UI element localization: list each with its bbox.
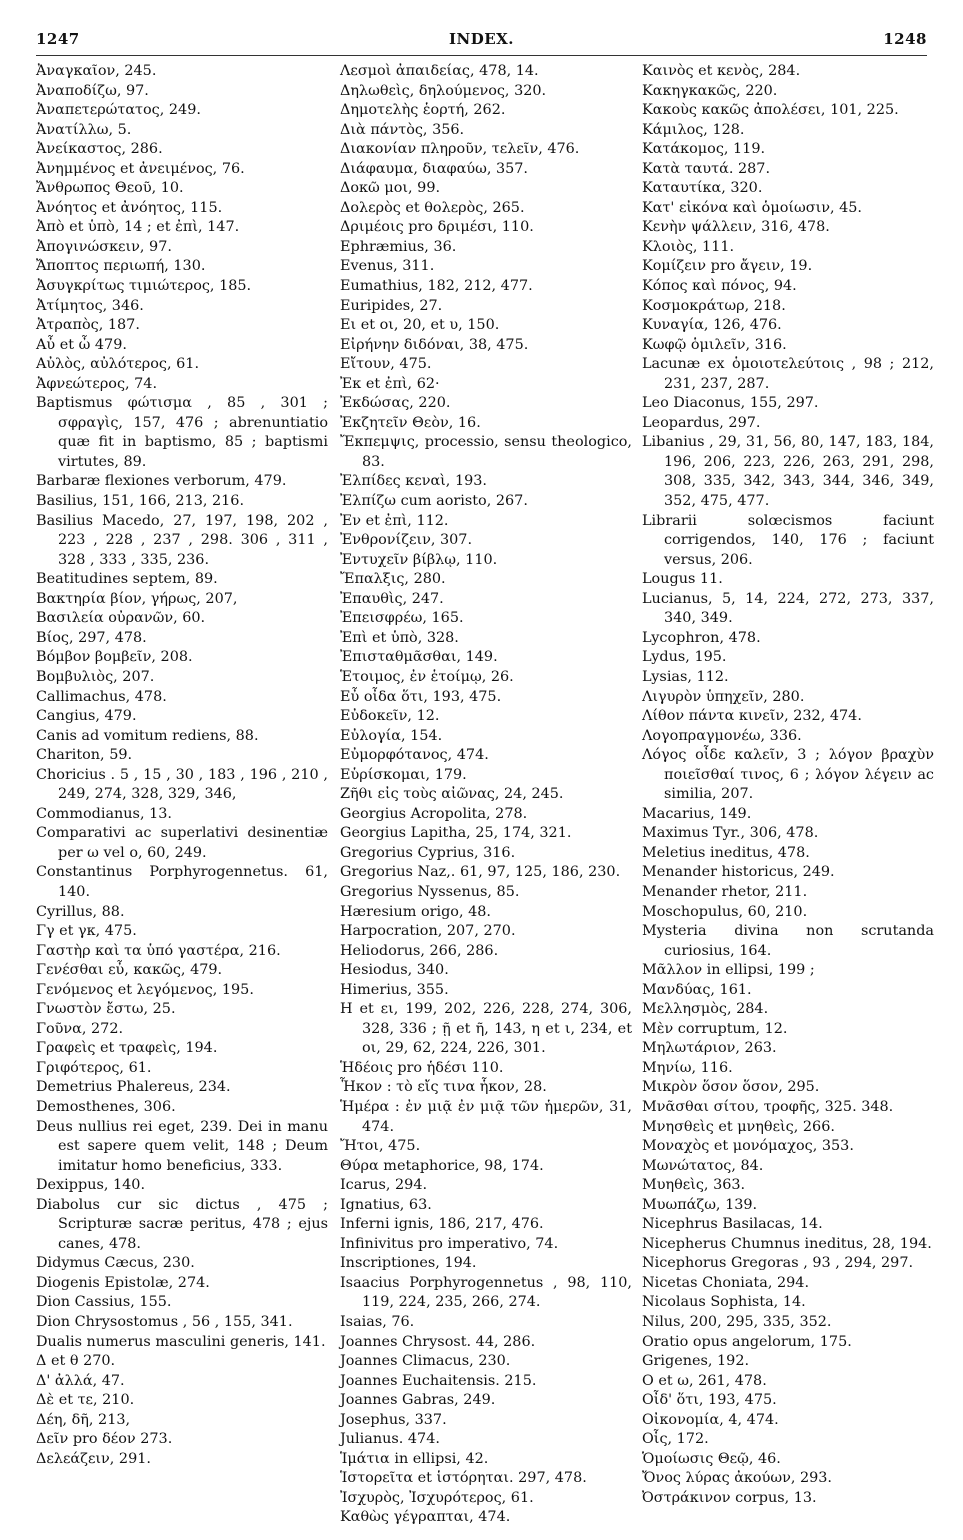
index-entry: Δέη, δῆ, 213, xyxy=(36,1411,131,1428)
index-entry: Ἱμάτια in ellipsi, 42. xyxy=(340,1450,489,1467)
index-entry: Διακονίαν πληροῦν, τελεῖν, 476. xyxy=(340,141,580,158)
index-entry: Deus nullius rei eget, 239. Dei in manu est sapere quem velit, 148 ; Deum imitatur homo beneficius, 333. xyxy=(36,1118,328,1174)
index-entry: Ἀνείκαστος, 286. xyxy=(36,141,163,158)
index-entry: Καταυτίκα, 320. xyxy=(642,180,763,197)
index-entry: Δημοτελὴς ἑορτή, 262. xyxy=(340,102,506,119)
index-column-right xyxy=(642,62,934,1508)
index-entry: Ἡδέοις pro ἡδέσι 110. xyxy=(340,1059,504,1076)
index-entry: Leo Diaconus, 155, 297. xyxy=(642,395,819,412)
index-entry: Grigenes, 192. xyxy=(642,1353,750,1370)
index-entry: Hesiodus, 340. xyxy=(340,962,449,979)
index-entry: Δὲ et τε, 210. xyxy=(36,1392,135,1409)
index-entry: Demosthenes, 306. xyxy=(36,1098,176,1115)
index-entry: Dion Cassius, 155. xyxy=(36,1294,172,1311)
index-entry: Maximus Tyr., 306, 478. xyxy=(642,825,819,842)
index-entry: Baptismus φώτισμα , 85 , 301 ; σφραγὶς, 157, 476 ; abrenuntiatio quæ fit in baptismo, 85 ; baptismi virtutes, 89. xyxy=(36,395,328,470)
index-entry: Ἐλπίδες κεναὶ, 193. xyxy=(340,473,487,490)
index-entry: Nicephrus Basilacas, 14. xyxy=(642,1216,823,1233)
index-entry: Ἡμέρα : ἐν μιᾷ ἐν μιᾷ τῶν ἡμερῶν, 31, 474. xyxy=(340,1098,632,1135)
index-entry: Μικρὸν ὅσον ὅσον, 295. xyxy=(642,1079,820,1096)
index-entry: Ἧκον : τὸ εἴς τινα ἧκον, 28. xyxy=(340,1079,547,1096)
index-entry: Macarius, 149. xyxy=(642,805,752,822)
index-entry: Λεσμοὶ ἀπαιδείας, 478, 14. xyxy=(340,63,539,79)
index-entry: Διάφαυμα, διαφαύω, 357. xyxy=(340,160,529,177)
index-entry: Γοῦνα, 272. xyxy=(36,1020,124,1037)
index-entry: Ἱστορεῖτα et ἱστόρηται. 297, 478. xyxy=(340,1470,587,1487)
index-entry: Εἰρήνην διδόναι, 38, 475. xyxy=(340,336,529,353)
index-entry: Λιγυρὸν ὑπηχεῖν, 280. xyxy=(642,688,805,705)
index-entry: Ει et οι, 20, et υ, 150. xyxy=(340,317,500,334)
index-entry: Ἤτοι, 475. xyxy=(340,1138,421,1155)
index-entry: Ἀπὸ et ὑπὸ, 14 ; et ἐπὶ, 147. xyxy=(36,219,240,236)
index-entry: Nilus, 200, 295, 335, 352. xyxy=(642,1314,832,1330)
index-entry: Diogenis Epistolæ, 274. xyxy=(36,1274,210,1291)
index-entry: Δριμέοις pro δριμέσι, 110. xyxy=(340,219,534,236)
index-entry: Καθὼς γέγραπται, 474. xyxy=(340,1509,511,1526)
index-entry: Κόπος καὶ πόνος, 94. xyxy=(642,278,797,295)
index-entry: Ἑτοιμος, ἐν ἑτοίμῳ, 26. xyxy=(340,668,514,685)
index-entry: Commodianus, 13. xyxy=(36,805,172,822)
index-entry: Οἷς, 172. xyxy=(642,1431,709,1448)
header-rule xyxy=(36,55,927,56)
index-entry: Μυηθεὶς, 363. xyxy=(642,1177,746,1194)
index-entry: Καινὸς et κενὸς, 284. xyxy=(642,63,801,79)
index-entry: Μανδύας, 161. xyxy=(642,981,752,998)
index-entry: Θύρα metaphorice, 98, 174. xyxy=(340,1157,544,1174)
index-entry: Ἐπεισφρέω, 165. xyxy=(340,610,464,627)
index-entry: Δ' ἀλλά, 47. xyxy=(36,1372,125,1389)
index-entry: Dualis numerus masculini generis, 141. xyxy=(36,1333,326,1350)
index-entry: Λίθον πάντα κινεῖν, 232, 474. xyxy=(642,708,862,725)
index-entry: Δελεάζειν, 291. xyxy=(36,1450,151,1467)
index-column-middle xyxy=(340,62,632,1528)
index-entry: Beatitudines septem, 89. xyxy=(36,571,218,588)
index-entry: Gregorius Naz,. 61, 97, 125, 186, 230. xyxy=(340,864,621,881)
index-entry: Joannes Gabras, 249. xyxy=(340,1392,496,1409)
index-entry: Infinivitus pro imperativo, 74. xyxy=(340,1235,559,1252)
index-entry: Libanius , 29, 31, 56, 80, 147, 183, 184, 196, 206, 223, 226, 263, 291, 298, 308, 335, 342, 343, 344, 346, 349, 352, 475, 477. xyxy=(642,434,934,510)
index-entry: Lacunæ ex ὁμοιοτελεύτοις , 98 ; 212, 231, 237, 287. xyxy=(642,356,934,392)
index-entry: Διὰ πάντὸς, 356. xyxy=(340,121,465,138)
index-entry: Δ et θ 270. xyxy=(36,1353,116,1370)
index-entry: Ἀναπετερώτατος, 249. xyxy=(36,102,201,119)
index-entry: Georgius Acropolita, 278. xyxy=(340,805,528,822)
index-entry: Callimachus, 478. xyxy=(36,688,167,705)
index-entry: Joannes Chrysost. 44, 286. xyxy=(340,1333,536,1350)
index-entry: Ἔκπεμψις, processio, sensu theologico, 83. xyxy=(340,434,632,470)
index-entry: Γραφεὶς et τραφεὶς, 194. xyxy=(36,1040,218,1057)
index-entry: Evenus, 311. xyxy=(340,258,435,275)
index-entry: Canis ad vomitum rediens, 88. xyxy=(36,727,259,744)
index-entry: Ἀτραπὸς, 187. xyxy=(36,317,140,334)
index-entry: Isaias, 76. xyxy=(340,1314,415,1330)
index-entry: Harpocration, 207, 270. xyxy=(340,923,516,940)
index-entry: Κατὰ ταυτά. 287. xyxy=(642,160,771,177)
index-entry: Κυναγία, 126, 476. xyxy=(642,317,782,334)
index-entry: Μυωπάζω, 139. xyxy=(642,1196,758,1213)
index-entry: Κωφῷ ὁμιλεῖν, 316. xyxy=(642,336,787,353)
index-entry: Lydus, 195. xyxy=(642,649,727,666)
index-entry: Γνωστὸν ἔστω, 25. xyxy=(36,1001,176,1018)
index-entry: Κακοὺς κακῶς ἀπολέσει, 101, 225. xyxy=(642,102,899,119)
index-entry: Δηλωθεὶς, δηλούμενος, 320. xyxy=(340,82,547,99)
index-entry: Lysias, 112. xyxy=(642,668,729,685)
index-entry: Ο et ω, 261, 478. xyxy=(642,1372,767,1389)
index-entry: Ἀναποδίζω, 97. xyxy=(36,82,149,99)
index-entry: Ἀνημμένος et ἀνειμένος, 76. xyxy=(36,160,245,177)
index-entry: Εὑρίσκομαι, 179. xyxy=(340,766,467,783)
index-entry: Eumathius, 182, 212, 477. xyxy=(340,278,533,295)
index-entry: Εὖ οἶδα ὅτι, 193, 475. xyxy=(340,688,502,705)
index-entry: Δεῖν pro δέον 273. xyxy=(36,1431,173,1448)
index-entry: Librarii solœcismos faciunt corrigendos, 140, 176 ; faciunt versus, 206. xyxy=(642,512,934,568)
index-entry: Ἄνθρωπος Θεοῦ, 10. xyxy=(36,180,184,197)
index-entry: Βομβυλιὸς, 207. xyxy=(36,668,155,685)
index-entry: Ὄνος λύρας ἀκούων, 293. xyxy=(642,1470,833,1487)
index-entry: Constantinus Porphyrogennetus. 61, 140. xyxy=(36,864,328,900)
index-entry: Γαστὴρ καὶ τα ὑπό γαστέρα, 216. xyxy=(36,942,281,959)
index-entry: Κομίζειν pro ἄγειν, 19. xyxy=(642,258,813,275)
index-entry: Μοναχὸς et μονόμαχος, 353. xyxy=(642,1138,854,1155)
page-number-right: 1248 xyxy=(883,30,927,48)
page-title: INDEX. xyxy=(448,30,515,48)
index-entry: Δοκῶ μοι, 99. xyxy=(340,180,441,197)
index-entry: Βακτηρία βίον, γήρως, 207, xyxy=(36,590,238,607)
index-entry: Μνησθεὶς et μνηθεὶς, 266. xyxy=(642,1118,835,1135)
index-entry: Isaacius Porphyrogennetus , 98, 110, 119, 224, 235, 266, 274. xyxy=(340,1274,632,1311)
index-entry: Γενόμενος et λεγόμενος, 195. xyxy=(36,981,254,998)
index-entry: Moschopulus, 60, 210. xyxy=(642,903,808,920)
index-entry: Joannes Climacus, 230. xyxy=(340,1353,511,1370)
index-entry: Ἔπαλξις, 280. xyxy=(340,571,446,588)
index-entry: Cangius, 479. xyxy=(36,708,137,725)
index-entry: Λόγος οἶδε καλεῖν, 3 ; λόγον βραχὺν ποιεῖσθαί τινος, 6 ; λόγον λέγειν ac similia, 207. xyxy=(642,747,934,803)
index-entry: Κλοιὸς, 111. xyxy=(642,238,735,255)
index-entry: Αὖ et ὦ 479. xyxy=(36,336,127,353)
index-entry: Ἄποπτος περιωπή, 130. xyxy=(36,258,206,275)
index-entry: Oratio opus angelorum, 175. xyxy=(642,1333,852,1350)
index-entry: Demetrius Phalereus, 234. xyxy=(36,1079,231,1096)
index-entry: Dion Chrysostomus , 56 , 155, 341. xyxy=(36,1314,293,1330)
index-entry: Nicepherus Chumnus ineditus, 28, 194. xyxy=(642,1235,932,1252)
index-entry: Diabolus cur sic dictus , 475 ; Scripturæ sacræ peritus, 478 ; ejus canes, 478. xyxy=(36,1196,328,1252)
index-entry: Μηλωτάριον, 263. xyxy=(642,1040,777,1057)
index-entry: Κακηγκακῶς, 220. xyxy=(642,82,778,99)
index-entry: Ὁμοίωσις Θεῷ, 46. xyxy=(642,1450,781,1467)
index-entry: Ἐπὶ et ὑπὸ, 328. xyxy=(340,629,459,646)
index-entry: Choricius . 5 , 15 , 30 , 183 , 196 , 210 , 249, 274, 328, 329, 346, xyxy=(36,766,328,803)
index-entry: Mysteria divina non scrutanda curiosius, 164. xyxy=(642,923,934,959)
index-entry: Οἰκονομία, 4, 474. xyxy=(642,1411,779,1428)
index-entry: Ignatius, 63. xyxy=(340,1196,432,1213)
index-entry: Ἀπογινώσκειν, 97. xyxy=(36,238,172,255)
index-entry: Euripides, 27. xyxy=(340,297,443,314)
index-entry: Ἐκ et ἐπὶ, 62· xyxy=(340,375,440,392)
index-column-left xyxy=(36,62,328,1469)
index-entry: Κατ' εἰκόνα καὶ ὁμοίωσιν, 45. xyxy=(642,199,862,216)
index-entry: Μηνίω, 116. xyxy=(642,1059,733,1076)
index-entry: Μελλησμὸς, 284. xyxy=(642,1001,769,1018)
index-entry: Barbaræ flexiones verborum, 479. xyxy=(36,473,287,490)
index-entry: Gregorius Nyssenus, 85. xyxy=(340,883,520,900)
index-entry: Αὐλὸς, αὐλότερος, 61. xyxy=(36,356,200,373)
index-entry: Basilius Macedo, 27, 197, 198, 202 , 223 , 228 , 237 , 298. 306 , 311 , 328 , 333 , 335, 236. xyxy=(36,512,328,568)
index-entry: Ἐν et ἐπὶ, 112. xyxy=(340,512,449,529)
index-entry: Ephræmius, 36. xyxy=(340,238,457,255)
index-entry: Δολερὸς et θολερὸς, 265. xyxy=(340,199,525,216)
index-entry: Menander rhetor, 211. xyxy=(642,883,808,900)
index-entry: Inscriptiones, 194. xyxy=(340,1255,477,1272)
index-entry: Ἐκδώσας, 220. xyxy=(340,395,451,412)
index-entry: Ἐπαυθὶς, 247. xyxy=(340,590,444,607)
index-entry: Chariton, 59. xyxy=(36,747,133,764)
index-entry: Μνᾶσθαι σίτου, τροφῆς, 325. 348. xyxy=(642,1098,894,1115)
index-entry: Γριφότερος, 61. xyxy=(36,1059,152,1076)
index-entry: Βασιλεία οὐρανῶν, 60. xyxy=(36,610,206,627)
index-entry: Μωνώτατος, 84. xyxy=(642,1157,764,1174)
index-entry: Comparativi ac superlativi desinentiæ per ω vel ο, 60, 249. xyxy=(36,825,328,861)
index-entry: Ἐπισταθμᾶσθαι, 149. xyxy=(340,649,498,666)
index-entry: Joannes Euchaitensis. 215. xyxy=(340,1372,537,1389)
index-entry: Ἐλπίζω cum aoristo, 267. xyxy=(340,493,528,510)
index-entry: H et ει, 199, 202, 226, 228, 274, 306, 328, 336 ; ῇ et ῆ, 143, η et ι, 234, et οι, 29, 62, 224, 226, 301. xyxy=(340,1001,632,1057)
index-entry: Leopardus, 297. xyxy=(642,414,761,431)
index-entry: Κενὴν ψάλλειν, 316, 478. xyxy=(642,219,830,236)
index-entry: Georgius Lapitha, 25, 174, 321. xyxy=(340,825,572,842)
index-entry: Ἀσυγκρίτως τιμιώτερος, 185. xyxy=(36,278,252,295)
index-entry: Ἀνόητος et ἀνόητος, 115. xyxy=(36,199,223,216)
index-entry: Βόμβον βομβεῖν, 208. xyxy=(36,649,193,666)
index-entry: Γγ et γκ, 475. xyxy=(36,923,137,940)
index-entry: Ἀναγκαῖον, 245. xyxy=(36,63,157,79)
index-entry: Julianus. 474. xyxy=(340,1431,440,1448)
index-entry: Josephus, 337. xyxy=(340,1411,447,1428)
index-entry: Εὐλογία, 154. xyxy=(340,727,443,744)
index-entry: Hæresium origo, 48. xyxy=(340,903,492,920)
index-entry: Lougus 11. xyxy=(642,571,723,588)
index-entry: Nicetas Choniata, 294. xyxy=(642,1274,810,1291)
index-entry: Inferni ignis, 186, 217, 476. xyxy=(340,1216,544,1233)
index-entry: Κάμιλος, 128. xyxy=(642,121,745,138)
index-entry: Nicolaus Sophista, 14. xyxy=(642,1294,806,1311)
index-entry: Menander historicus, 249. xyxy=(642,864,835,881)
index-entry: Εὐμορφότανος, 474. xyxy=(340,747,489,764)
index-entry: Ζῆθι εἰς τοὺς αἰῶνας, 24, 245. xyxy=(340,786,564,803)
index-entry: Βίος, 297, 478. xyxy=(36,629,147,646)
index-entry: Cyrillus, 88. xyxy=(36,903,125,920)
index-entry: Gregorius Cyprius, 316. xyxy=(340,844,516,861)
index-entry: Icarus, 294. xyxy=(340,1177,428,1194)
index-entry: Κατάκομος, 119. xyxy=(642,141,766,158)
index-entry: Εὐδοκεῖν, 12. xyxy=(340,708,440,725)
index-entry: Κοσμοκράτωρ, 218. xyxy=(642,297,786,314)
index-entry: Himerius, 355. xyxy=(340,981,449,998)
index-entry: Ἀτίμητος, 346. xyxy=(36,297,144,314)
index-entry: Οἶδ' ὅτι, 193, 475. xyxy=(642,1392,777,1409)
index-entry: Dexippus, 140. xyxy=(36,1177,146,1194)
page-number-left: 1247 xyxy=(36,30,80,48)
index-entry: Ἰσχυρὸς, Ἰσχυρότερος, 61. xyxy=(340,1489,534,1506)
index-entry: Ἐκζητεῖν Θεὸν, 16. xyxy=(340,414,481,431)
index-entry: Ὀστράκινον corpus, 13. xyxy=(642,1489,817,1506)
index-entry: Μὲν corruptum, 12. xyxy=(642,1020,788,1037)
index-entry: Basilius, 151, 166, 213, 216. xyxy=(36,493,245,510)
index-entry: Heliodorus, 266, 286. xyxy=(340,942,499,959)
index-entry: Λογοπραγμονέω, 336. xyxy=(642,727,802,744)
index-entry: Lycophron, 478. xyxy=(642,629,761,646)
index-entry: Μᾶλλον in ellipsi, 199 ; xyxy=(642,962,815,979)
index-entry: Ἐντυχεῖν βίβλῳ, 110. xyxy=(340,551,498,568)
index-entry: Ἀφνεώτερος, 74. xyxy=(36,375,158,392)
index-entry: Εἴτουν, 475. xyxy=(340,356,432,373)
index-entry: Meletius ineditus, 478. xyxy=(642,844,810,861)
index-entry: Ἐνθρονίζειν, 307. xyxy=(340,532,473,549)
index-entry: Didymus Cæcus, 230. xyxy=(36,1255,195,1272)
index-entry: Ἀνατίλλω, 5. xyxy=(36,121,132,138)
index-entry: Nicephorus Gregoras , 93 , 294, 297. xyxy=(642,1255,914,1272)
index-entry: Γενέσθαι εὖ, κακῶς, 479. xyxy=(36,962,223,979)
index-entry: Lucianus, 5, 14, 224, 272, 273, 337, 340, 349. xyxy=(642,590,934,627)
